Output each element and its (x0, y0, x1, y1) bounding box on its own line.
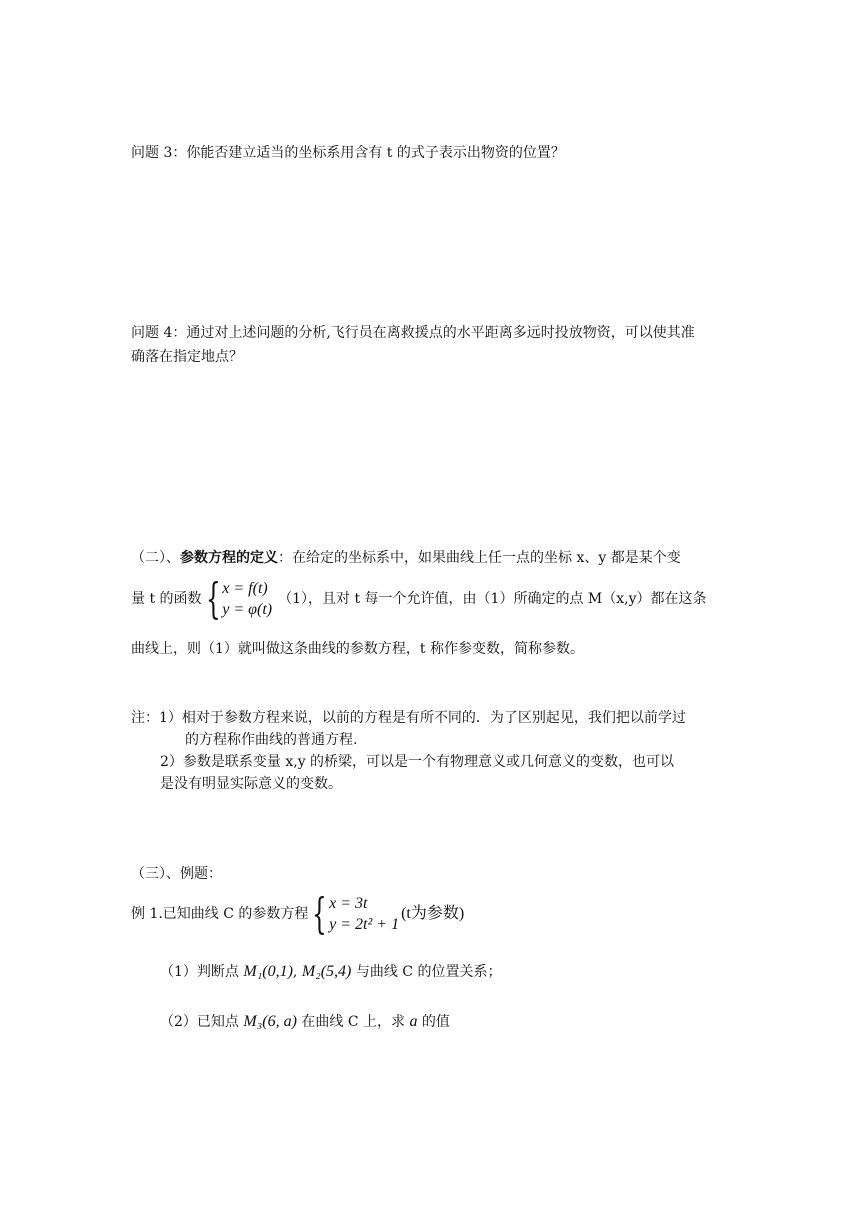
definition-heading: （二）、 (131, 550, 180, 566)
example-1-system (329, 893, 399, 935)
definition-line-2-suffix: （1），且对 t 每一个允许值，由（1）所确定的点 M（x,y）都在这条 (278, 591, 707, 607)
definition-line-3: 曲线上，则（1）就叫做这条曲线的参数方程，t 称作参变数，简称参数。 (131, 641, 584, 657)
example-1-param-note: (t为参数) (401, 905, 465, 922)
part-1-suffix: 与曲线 C 的位置关系； (355, 964, 502, 980)
example-1-equation-y: y = 2t² + 1 (329, 916, 400, 933)
point-m1: M₁(0,1) (243, 963, 293, 980)
point-m2: M₂(5,4) (301, 963, 352, 980)
definition-term: 参数方程的定义 (180, 550, 278, 566)
example-1-prefix: 例 1.已知曲线 C 的参数方程 (131, 906, 309, 922)
note-1-line-2: 的方程称作曲线的普通方程. (185, 732, 358, 748)
example-1 (131, 889, 465, 938)
definition-line-1-text: ：在给定的坐标系中，如果曲线上任一点的坐标 x、y 都是某个变 (278, 550, 681, 566)
example-1-part-1: （1）判断点 M₁(0,1), M₂(5,4) 与曲线 C 的位置关系； (160, 963, 502, 980)
part-2-mid: 在曲线 C 上，求 (301, 1014, 405, 1030)
examples-heading: （三）、例题： (131, 866, 222, 882)
part-1-prefix: （1）判断点 (160, 964, 239, 980)
problem-4-line-1: 问题 4：通过对上述问题的分析,飞行员在离救援点的水平距离多远时投放物资，可以使其准 (131, 325, 695, 341)
definition-line-2 (131, 574, 707, 623)
equation-y: y = φ(t) (222, 601, 273, 618)
left-brace: { (205, 574, 221, 623)
point-m3: M₃(6, a) (243, 1013, 297, 1030)
parametric-system (222, 578, 272, 620)
example-1-equation-x: x = 3t (329, 895, 368, 912)
equation-x: x = f(t) (222, 580, 268, 597)
note-1-line-1: 注：1）相对于参数方程来说，以前的方程是有所不同的．为了区别起见，我们把以前学过 (131, 710, 686, 726)
example-1-part-2 (160, 1012, 450, 1032)
part-2-prefix: （2）已知点 (160, 1014, 239, 1030)
problem-3: 问题 3：你能否建立适当的坐标系用含有 t 的式子表示出物资的位置？ (131, 145, 565, 161)
variable-a: a (409, 1013, 418, 1030)
definition-line-1 (131, 548, 681, 568)
left-brace: { (312, 889, 328, 938)
note-2-line-2: 是没有明显实际意义的变数。 (160, 776, 342, 792)
note-2-line-1: 2）参数是联系变量 x,y 的桥梁，可以是一个有物理意义或几何意义的变数，也可以 (160, 754, 675, 770)
part-2-suffix: 的值 (421, 1014, 450, 1030)
definition-line-2-prefix: 量 t 的函数 (131, 591, 202, 607)
problem-4-line-2: 确落在指定地点？ (131, 349, 243, 365)
